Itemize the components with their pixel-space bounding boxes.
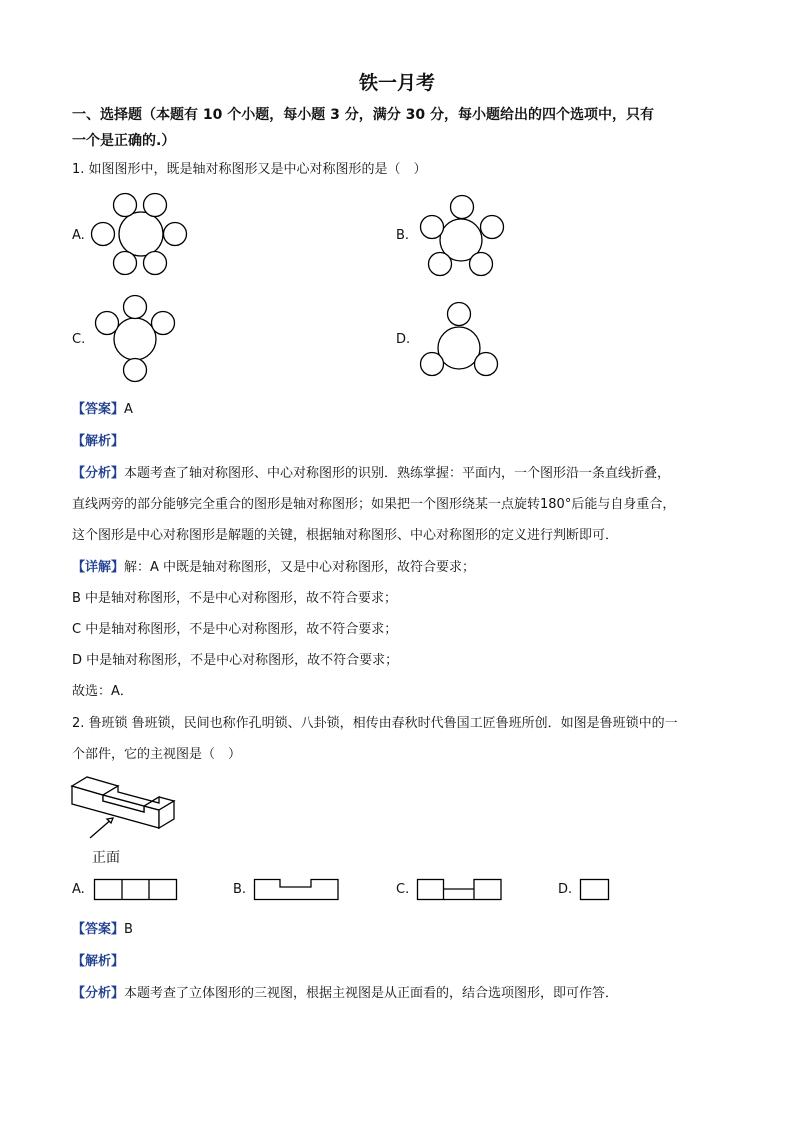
q1-xiangjie-text1: 解：A 中既是轴对称图形，又是中心对称图形，故符合要求； <box>124 560 476 575</box>
page-title: 铁一月考 <box>358 72 435 94</box>
q1-xiangjie-line2: B 中是轴对称图形，不是中心对称图形，故不符合要求； <box>72 591 398 606</box>
q2-stem-line1: 2. 鲁班锁 鲁班锁，民间也称作孔明锁、八卦锁，相传由春秋时代鲁国工匠鲁班所创．如图是鲁班锁中的一 <box>72 716 678 731</box>
q1-xiangjie-line4: D 中是轴对称图形，不是中心对称图形，故不符合要求； <box>72 653 399 668</box>
q2-option-b-figure <box>254 879 340 901</box>
q1-option-b-figure <box>418 194 506 278</box>
q1-option-c-label: C. <box>72 332 86 347</box>
q1-option-a-label: A. <box>72 228 85 243</box>
q1-analysis-tag: 【解析】 <box>72 434 125 449</box>
q2-option-d-figure <box>580 879 610 901</box>
q1-option-a-figure <box>94 192 190 276</box>
q1-fenxi-line1 <box>72 462 670 481</box>
q2-option-c-label: C. <box>396 882 410 897</box>
section-heading-line1: 一、选择题（本题有 10 个小题，每小题 3 分，满分 30 分，每小题给出的四个选项中，只有 <box>72 107 654 123</box>
q2-lock-part-figure <box>70 770 180 838</box>
q1-fenxi-line3: 这个图形是中心对称图形是解题的关键，根据轴对称图形、中心对称图形的定义进行判断即可． <box>72 528 619 543</box>
q1-xiangjie-tag: 【详解】 <box>72 560 125 575</box>
q2-option-a-label: A. <box>72 882 85 897</box>
q1-xiangjie-line3: C 中是轴对称图形，不是中心对称图形，故不符合要求； <box>72 622 398 637</box>
q2-option-b-label: B. <box>233 882 247 897</box>
q2-answer-tag: 【答案】 <box>72 922 125 937</box>
q1-option-b-label: B. <box>396 228 410 243</box>
q2-front-label: 正面 <box>92 850 120 866</box>
q1-option-c-figure <box>94 294 182 384</box>
q2-analysis-tag: 【解析】 <box>72 954 125 969</box>
q2-option-c-figure <box>417 879 503 901</box>
q2-answer: B <box>124 922 133 937</box>
q2-fenxi-line1 <box>72 982 618 1001</box>
q1-fenxi-tag: 【分析】 <box>72 466 125 481</box>
q2-option-d-label: D. <box>558 882 573 897</box>
q1-fenxi-text1: 本题考查了轴对称图形、中心对称图形的识别．熟练掌握：平面内，一个图形沿一条直线折叠， <box>124 466 671 481</box>
q1-fenxi-line2: 直线两旁的部分能够完全重合的图形是轴对称图形；如果把一个图形绕某一点旋转180°后能与自身重合， <box>72 497 676 512</box>
section-heading-line2: 一个是正确的.） <box>72 133 176 149</box>
q1-stem: 1. 如图图形中，既是轴对称图形又是中心对称图形的是（ ） <box>72 162 427 177</box>
q2-fenxi-tag: 【分析】 <box>72 986 125 1001</box>
q1-answer-tag: 【答案】 <box>72 402 125 417</box>
q1-answer: A <box>124 402 133 417</box>
q2-answer-row <box>72 918 133 937</box>
q1-option-d-figure <box>418 300 504 380</box>
q1-option-d-label: D. <box>396 332 411 347</box>
q1-xiangjie-line1 <box>72 556 475 575</box>
q1-choose: 故选：A． <box>72 684 133 699</box>
q2-stem-line2: 个部件，它的主视图是（ ） <box>72 747 242 762</box>
q2-fenxi-text1: 本题考查了立体图形的三视图，根据主视图是从正面看的，结合选项图形，即可作答． <box>124 986 619 1001</box>
q1-answer-row <box>72 398 133 417</box>
q2-option-a-figure <box>94 879 178 901</box>
